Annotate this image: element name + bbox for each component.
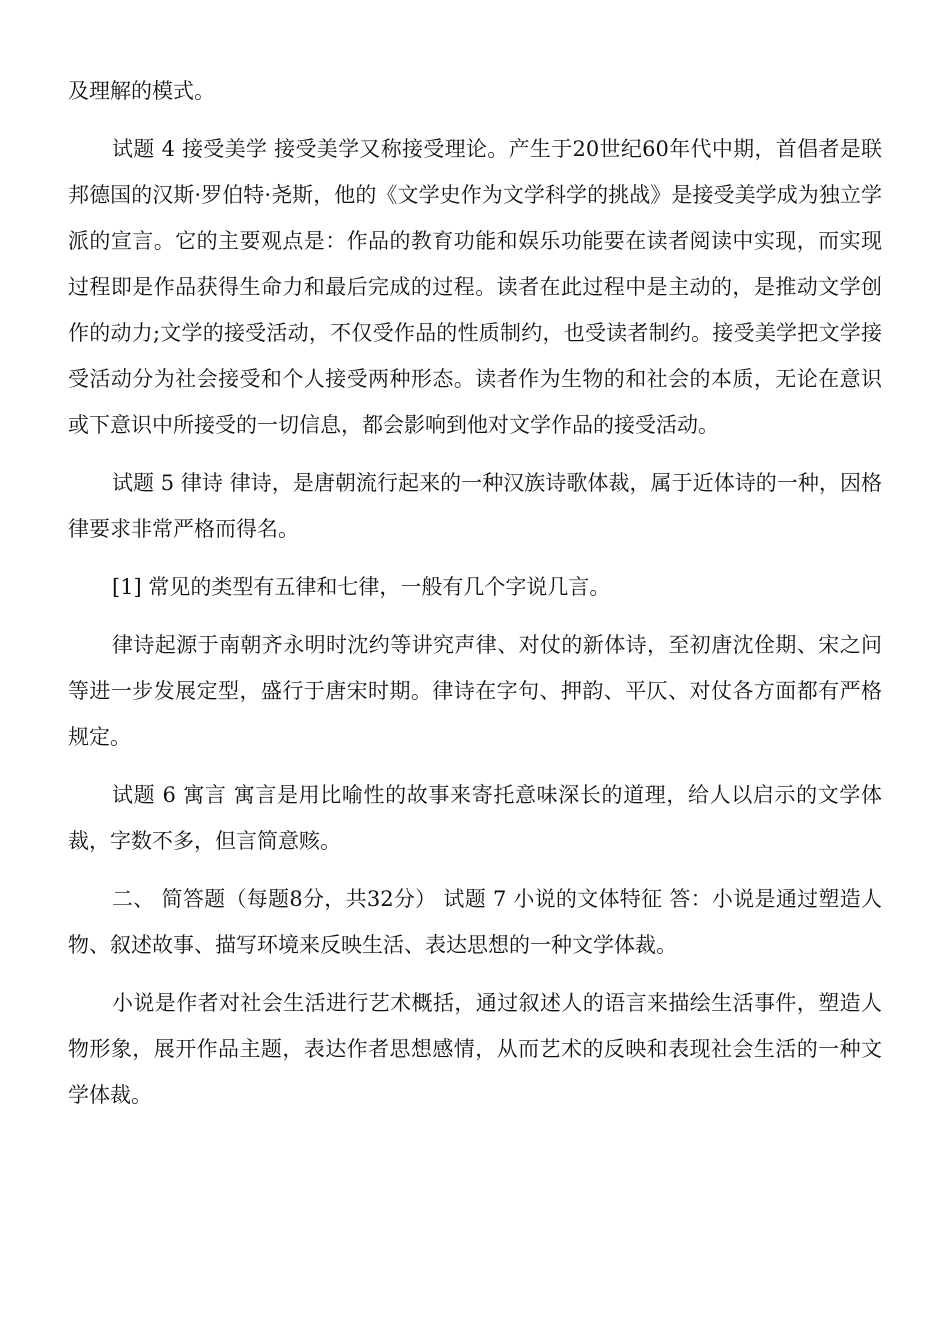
paragraph-question-4: 试题 4 接受美学 接受美学又称接受理论。产生于20世纪60年代中期，首倡者是联邦德国的汉斯·罗伯特·尧斯，他的《文学史作为文学科学的挑战》是接受美学成为独立学派的宣言。它的主要观点是：作品的教育功能和娱乐功能要在读者阅读中实现，而实现过程即是作品获得生命力和最后完成的过程。读者在此过程中是主动的，是推动文学创作的动力;文学的接受活动，不仅受作品的性质制约，也受读者制约。接受美学把文学接受活动分为社会接受和个人接受两种形态。读者作为生物的和社会的本质，无论在意识或下意识中所接受的一切信息，都会影响到他对文学作品的接受活动。 xyxy=(68,137,882,437)
paragraph-question-6: 试题 6 寓言 寓言是用比喻性的故事来寄托意味深长的道理，给人以启示的文学体裁，字数不多，但言简意赅。 xyxy=(68,783,882,853)
paragraph-question-5: 试题 5 律诗 律诗，是唐朝流行起来的一种汉族诗歌体裁，属于近体诗的一种，因格律要求非常严格而得名。 xyxy=(68,471,882,541)
paragraph-section-2-question-7: 二、 简答题（每题8分，共32分） 试题 7 小说的文体特征 答：小说是通过塑造人物、叙述故事、描写环境来反映生活、表达思想的一种文学体裁。 xyxy=(68,887,882,957)
paragraph-footnote-1: [1] 常见的类型有五律和七律，一般有几个字说几言。 xyxy=(112,575,611,599)
paragraph-lushi-origin: 律诗起源于南朝齐永明时沈约等讲究声律、对仗的新体诗，至初唐沈佺期、宋之问等进一步发展定型，盛行于唐宋时期。律诗在字句、押韵、平仄、对仗各方面都有严格规定。 xyxy=(68,633,882,749)
paragraph-continuation: 及理解的模式。 xyxy=(68,79,215,103)
paragraph-novel-definition: 小说是作者对社会生活进行艺术概括，通过叙述人的语言来描绘生活事件，塑造人物形象，展开作品主题，表达作者思想感情，从而艺术的反映和表现社会生活的一种文学体裁。 xyxy=(68,991,882,1107)
